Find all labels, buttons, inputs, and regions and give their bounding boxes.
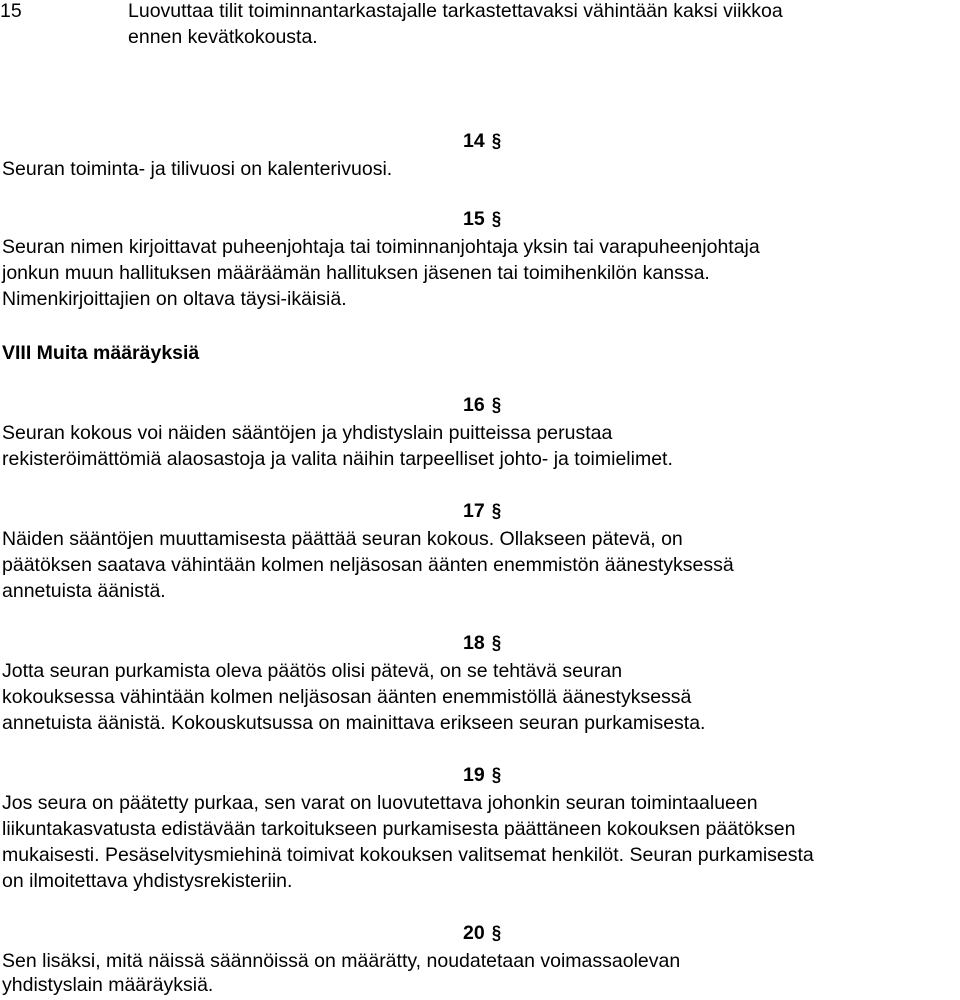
section-sign: §	[491, 922, 501, 944]
section-number: 17	[463, 500, 485, 522]
section-number: 14	[463, 130, 485, 152]
section-sign: §	[491, 208, 501, 230]
section-text-line: Seuran nimen kirjoittavat puheenjohtaja tai toiminnanjohtaja yksin tai varapuheenjohtaja	[2, 236, 760, 258]
section-sign: §	[491, 130, 501, 152]
section-number: 20	[463, 922, 485, 944]
chapter-heading: VIII Muita määräyksiä	[2, 342, 200, 364]
section-text-line: Seuran kokous voi näiden sääntöjen ja yhdistyslain puitteissa perustaa	[2, 422, 613, 444]
section-text-line: jonkun muun hallituksen määräämän hallituksen jäsenen tai toimihenkilön kanssa.	[2, 262, 710, 284]
section-sign: §	[491, 764, 501, 786]
section-text-line: Nimenkirjoittajien on oltava täysi-ikäisiä.	[2, 288, 347, 310]
section-text-line: on ilmoitettava yhdistysrekisteriin.	[2, 870, 293, 892]
section-heading	[463, 630, 502, 656]
list-item-text-line: Luovuttaa tilit toiminnantarkastajalle tarkastettavaksi vähintään kaksi viikkoa	[128, 0, 783, 22]
section-text-line: liikuntakasvatusta edistävään tarkoitukseen purkamisesta päättäneen kokouksen päätöksen	[2, 818, 796, 840]
section-text-line: annetuista äänistä. Kokouskutsussa on mainittava erikseen seuran purkamisesta.	[2, 712, 706, 734]
section-text-line: annetuista äänistä.	[2, 580, 166, 602]
section-heading	[463, 206, 502, 232]
section-number: 15	[463, 208, 485, 230]
section-heading	[463, 392, 502, 418]
list-item-text-line: ennen kevätkokousta.	[128, 26, 318, 48]
section-text-line: päätöksen saatava vähintään kolmen neljäsosan äänten enemmistön äänestyksessä	[2, 554, 734, 576]
section-heading	[463, 128, 502, 154]
section-heading	[463, 498, 502, 524]
section-text-line: Näiden sääntöjen muuttamisesta päättää seuran kokous. Ollakseen pätevä, on	[2, 528, 683, 550]
section-text-line: mukaisesti. Pesäselvitysmiehinä toimivat kokouksen valitsemat henkilöt. Seuran purkamisesta	[2, 844, 814, 866]
section-number: 19	[463, 764, 485, 786]
section-text-line: Jotta seuran purkamista oleva päätös olisi pätevä, on se tehtävä seuran	[2, 660, 623, 682]
section-sign: §	[491, 500, 501, 522]
section-text-line: Jos seura on päätetty purkaa, sen varat on luovutettava johonkin seuran toimintaalueen	[2, 792, 758, 814]
section-number: 16	[463, 394, 485, 416]
section-heading	[463, 762, 502, 788]
section-heading	[463, 920, 502, 946]
section-sign: §	[491, 632, 501, 654]
section-text-line: Seuran toiminta- ja tilivuosi on kalenterivuosi.	[2, 158, 393, 180]
section-text-line: yhdistyslain määräyksiä.	[2, 974, 214, 996]
section-text-line: Sen lisäksi, mitä näissä säännöissä on määrätty, noudatetaan voimassaolevan	[2, 950, 681, 972]
section-sign: §	[491, 394, 501, 416]
list-item-number: 15	[0, 0, 22, 22]
section-text-line: kokouksessa vähintään kolmen neljäsosan äänten enemmistöllä äänestyksessä	[2, 686, 692, 708]
section-number: 18	[463, 632, 485, 654]
section-text-line: rekisteröimättömiä alaosastoja ja valita näihin tarpeelliset johto- ja toimielimet.	[2, 448, 673, 470]
